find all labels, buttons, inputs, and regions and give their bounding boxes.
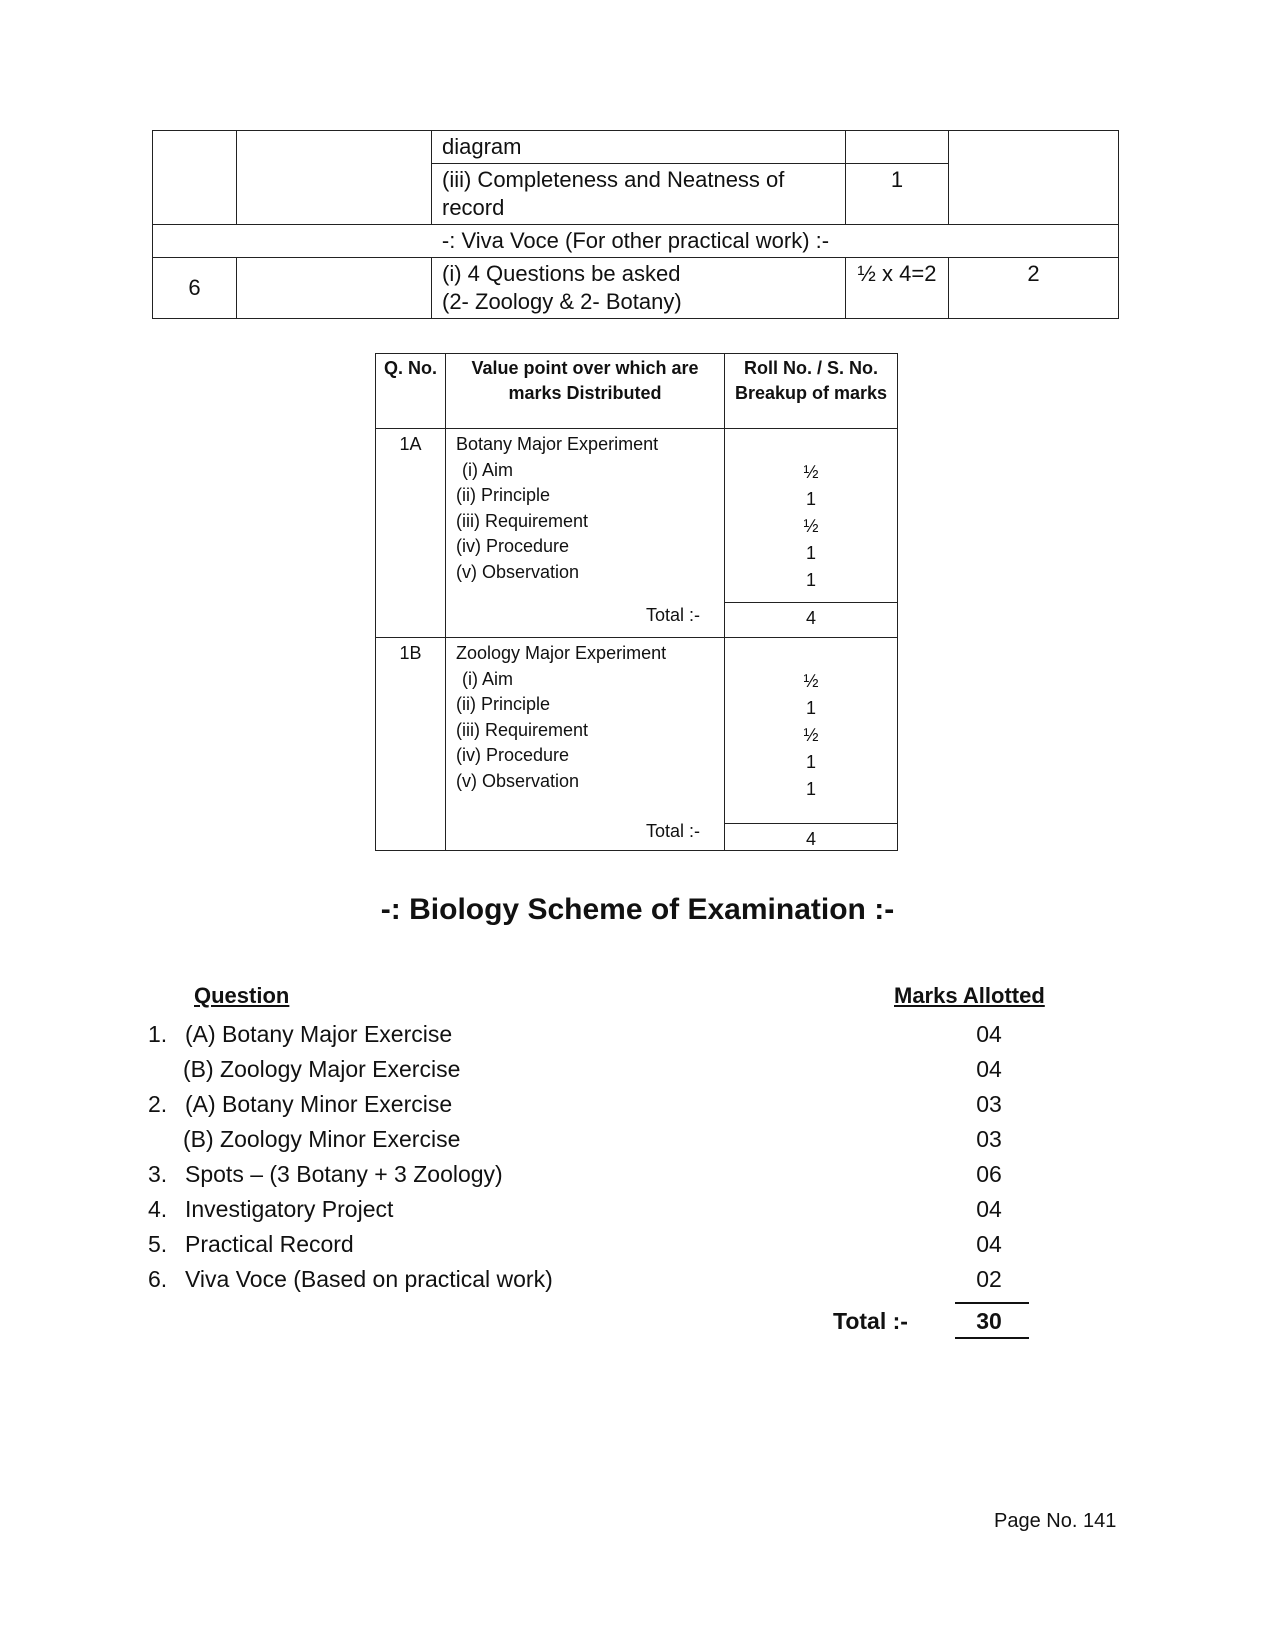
mark-total: 4	[725, 602, 897, 637]
table-cell	[432, 258, 846, 319]
item-text: Practical Record	[185, 1231, 354, 1257]
scheme-row	[0, 1227, 1275, 1262]
item-text: Spots – (3 Botany + 3 Zoology)	[185, 1161, 503, 1187]
table-header-row	[376, 354, 898, 429]
item-marks: 04	[976, 1196, 1002, 1222]
table-cell	[237, 258, 432, 319]
item-marks: 06	[976, 1161, 1002, 1187]
mark-value: 1	[805, 698, 816, 718]
cell-text: record	[442, 195, 505, 220]
item-number: 1.	[148, 1021, 168, 1047]
list-item: (iv) Procedure	[456, 536, 570, 556]
scheme-row	[0, 1157, 1275, 1192]
list-item: (v) Observation	[456, 770, 580, 791]
item-marks: 04	[976, 1021, 1002, 1047]
item-number: 2.	[148, 1091, 168, 1117]
evaluation-table-continued	[152, 130, 1119, 319]
cell-text: (i) 4 Questions be asked	[442, 261, 681, 286]
list-item: (i) Aim	[462, 668, 513, 689]
marks-list	[725, 429, 897, 602]
value-points	[446, 638, 725, 851]
marks-breakup	[725, 638, 898, 851]
table-cell: diagram	[432, 131, 846, 164]
total-rule-bottom	[955, 1337, 1029, 1339]
total-marks: 30	[976, 1308, 1002, 1334]
table-row	[153, 131, 1119, 164]
question-number: 1B	[376, 638, 446, 851]
cell-text: (2- Zoology & 2- Botany)	[442, 289, 682, 314]
scheme-row	[0, 1087, 1275, 1122]
item-marks: 04	[976, 1231, 1002, 1257]
header-value-point: Value point over which are marks Distributed	[446, 354, 725, 429]
header-qno: Q. No.	[376, 354, 446, 429]
item-text: (A) Botany Major Exercise	[185, 1021, 453, 1047]
table-cell	[949, 131, 1119, 225]
item-number: 3.	[148, 1161, 168, 1187]
item-text: (B) Zoology Major Exercise	[183, 1056, 461, 1082]
item-number: 4.	[148, 1196, 168, 1222]
marks-distribution-table	[375, 353, 898, 851]
item-number: 5.	[148, 1231, 168, 1257]
table-cell	[432, 164, 846, 225]
list-item: (iii) Requirement	[456, 719, 589, 740]
item-text: Viva Voce (Based on practical work)	[185, 1266, 553, 1292]
table-cell: ½ x 4=2	[846, 258, 949, 319]
page-number: Page No. 141	[994, 1510, 1117, 1532]
total-label: Total :-	[645, 605, 700, 625]
item-text: (B) Zoology Minor Exercise	[183, 1126, 461, 1152]
item-marks: 03	[976, 1126, 1002, 1152]
experiment-title: Zoology Major Experiment	[456, 643, 667, 663]
mark-value: ½	[803, 671, 819, 691]
mark-value: 1	[805, 543, 816, 563]
list-item: (ii) Principle	[456, 694, 551, 714]
table-row	[153, 225, 1119, 258]
table-cell	[237, 131, 432, 225]
list-item: (ii) Principle	[456, 485, 551, 505]
mark-total: 4	[725, 823, 897, 848]
marks-allotted-header: Marks Allotted	[894, 983, 1045, 1008]
value-points	[446, 429, 725, 638]
scheme-row	[0, 1052, 1275, 1087]
item-text: (A) Botany Minor Exercise	[185, 1091, 453, 1117]
mark-value: 1	[805, 570, 816, 590]
total-label: Total :-	[833, 1308, 908, 1334]
cell-text: (iii) Completeness and Neatness of	[442, 167, 785, 192]
scheme-row	[0, 1122, 1275, 1157]
mark-value: ½	[803, 462, 819, 482]
scheme-title: -: Biology Scheme of Examination :-	[380, 893, 895, 926]
item-number: 6.	[148, 1266, 168, 1292]
question-header: Question	[194, 983, 290, 1008]
experiment-title: Botany Major Experiment	[456, 434, 659, 454]
table-cell: 6	[153, 258, 237, 319]
item-marks: 04	[976, 1056, 1002, 1082]
list-item: (v) Observation	[456, 561, 580, 582]
mark-value: 1	[805, 779, 816, 799]
question-number: 1A	[376, 429, 446, 638]
item-marks: 03	[976, 1091, 1002, 1117]
list-item: (iii) Requirement	[456, 510, 589, 531]
mark-value: 1	[805, 489, 816, 509]
table-cell	[846, 131, 949, 164]
table-row	[376, 638, 898, 851]
header-roll-no: Roll No. / S. No. Breakup of marks	[725, 354, 898, 429]
marks-breakup	[725, 429, 898, 638]
mark-value: ½	[803, 725, 819, 745]
list-item: (i) Aim	[462, 459, 513, 480]
table-cell: 1	[846, 164, 949, 225]
viva-voce-header: -: Viva Voce (For other practical work) :-	[153, 225, 1119, 258]
table-cell: 2	[949, 258, 1119, 319]
scheme-total-row	[0, 1304, 1275, 1339]
scheme-row	[0, 1017, 1275, 1052]
mark-value: ½	[803, 516, 819, 536]
mark-value: 1	[805, 752, 816, 772]
table-cell	[153, 131, 237, 225]
scheme-row	[0, 1192, 1275, 1227]
table-row	[376, 429, 898, 638]
item-marks: 02	[976, 1266, 1002, 1292]
total-label: Total :-	[645, 821, 700, 841]
scheme-row	[0, 1262, 1275, 1297]
list-item: (iv) Procedure	[456, 745, 570, 765]
item-text: Investigatory Project	[185, 1196, 394, 1222]
marks-list	[725, 638, 897, 823]
table-row	[153, 258, 1119, 319]
